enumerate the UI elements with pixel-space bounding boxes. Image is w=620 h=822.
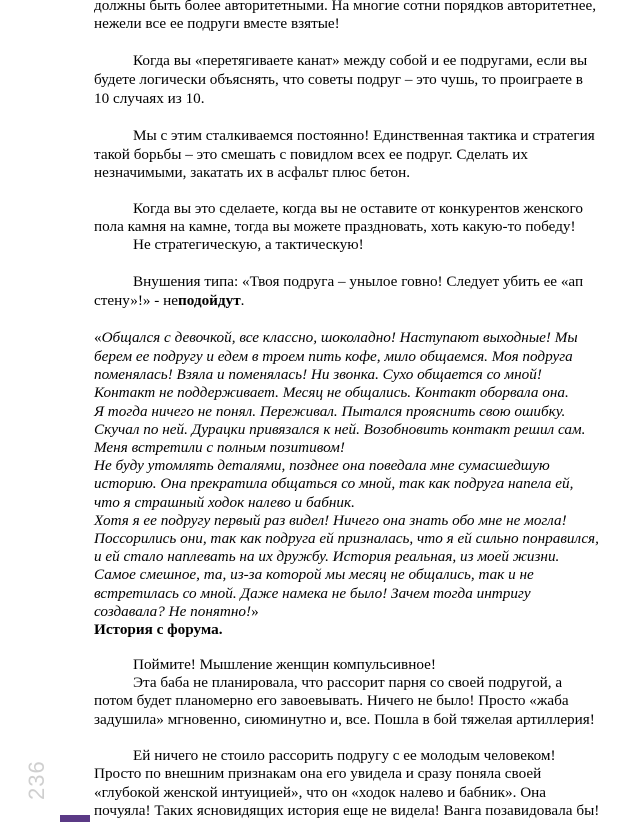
text-line: «глубокой женской интуицией», что он «ходок налево и бабник». Она: [94, 784, 547, 801]
quote-line: Скучал по ней. Дурацки привязался к ней. Возобновить контакт решил сам.: [94, 421, 586, 438]
text-run: .: [240, 292, 245, 309]
text-line: Ей ничего не стоило рассорить подругу с ее молодым человеком!: [133, 747, 556, 764]
text-line: [94, 329, 578, 347]
quote-text: создавала? Не понятно!: [94, 603, 252, 620]
text-run: стену»!» - не: [94, 292, 178, 309]
quote-text: Общался с девочкой, все классно, шоколадно! Наступают выходные! Мы: [101, 329, 578, 346]
quote-line: что я страшный ходок налево и бабник.: [94, 494, 355, 511]
page-accent-bar: [60, 815, 90, 822]
text-line: Просто по внешним признакам она его увидела и сразу поняла своей: [94, 765, 542, 782]
text-line: нежели все ее подруги вместе взятые!: [94, 15, 340, 32]
text-line: почуяла! Таких ясновидящих история еще не видела! Ванга позавидовала бы!: [94, 802, 600, 819]
text-line: такой борьбы – это смешать с повидлом всех ее подруг. Сделать их: [94, 146, 528, 163]
page-number: 236: [24, 760, 49, 800]
text-line: 10 случаях из 10.: [94, 90, 205, 107]
quote-line: Контакт не поддерживает. Месяц не общались. Контакт оборвала она.: [94, 384, 569, 401]
text-line: Внушения типа: «Твоя подруга – унылое говно! Следует убить ее «ап: [133, 273, 584, 290]
quote-open: «: [94, 329, 102, 346]
text-line: Не стратегическую, а тактическую!: [133, 236, 364, 253]
text-line: Когда вы это сделаете, когда вы не оставите от конкурентов женского: [133, 200, 583, 217]
emphasis-text: подойдут: [177, 292, 241, 309]
text-line: [94, 292, 244, 310]
quote-line: и ей стало наплевать на их дружбу. История реальная, из моей жизни.: [94, 548, 560, 565]
text-line: Поймите! Мышление женщин компульсивное!: [133, 656, 436, 673]
text-line: Мы с этим сталкиваемся постоянно! Единственная тактика и стратегия: [133, 127, 595, 144]
quote-line: Я тогда ничего не понял. Переживал. Пытался прояснить свою ошибку.: [94, 403, 566, 420]
quote-line: Не буду утомлять деталями, позднее она поведала мне сумасшедшую: [94, 457, 550, 474]
quote-line: Самое смешное, та, из-за которой мы месяц не общались, так и не: [94, 566, 534, 583]
quote-line: Меня встретили с полным позитивом!: [94, 439, 345, 456]
quote-line: встретилась со мной. Даже намека не было! Зачем тогда интригу: [94, 585, 531, 602]
quote-line: Хотя я ее подругу первый раз видел! Ничего она знать обо мне не могла!: [94, 512, 567, 529]
text-line: потом будет планомерно его завоевывать. Ничего не было! Просто «жаба: [94, 692, 569, 709]
text-line: пола камня на камне, тогда вы можете праздновать, хоть какую-то победу!: [94, 218, 576, 235]
quote-line: поменялась! Взяла и поменялась! Ни звонка. Сухо общается со мной!: [94, 366, 542, 383]
quote-close: »: [251, 603, 259, 620]
text-line: Эта баба не планировала, что рассорит парня со своей подругой, а: [133, 674, 563, 691]
text-line: [94, 603, 259, 621]
quote-line: историю. Она прекратила общаться со мной, так как подруга напела ей,: [94, 475, 574, 492]
text-line: должны быть более авторитетными. На многие сотни порядков авторитетнее,: [94, 0, 597, 14]
text-line: незначимыми, закатать их в асфальт плюс бетон.: [94, 164, 411, 181]
text-line: Когда вы «перетягиваете канат» между собой и ее подругами, если вы: [133, 52, 588, 69]
text-line: будете логически объяснять, что советы подруг – это чушь, то проиграете в: [94, 71, 583, 88]
quote-line: берем ее подругу и едем в троем пить кофе, мило общаемся. Моя подруга: [94, 348, 573, 365]
quote-line: Поссорились они, так как подруга ей призналась, что я ей сильно понравился,: [94, 530, 599, 547]
text-line: задушила» мгновенно, сиюминутно и, все. Пошла в бой тяжелая артиллерия!: [94, 711, 595, 728]
source-caption: История с форума.: [94, 621, 223, 638]
